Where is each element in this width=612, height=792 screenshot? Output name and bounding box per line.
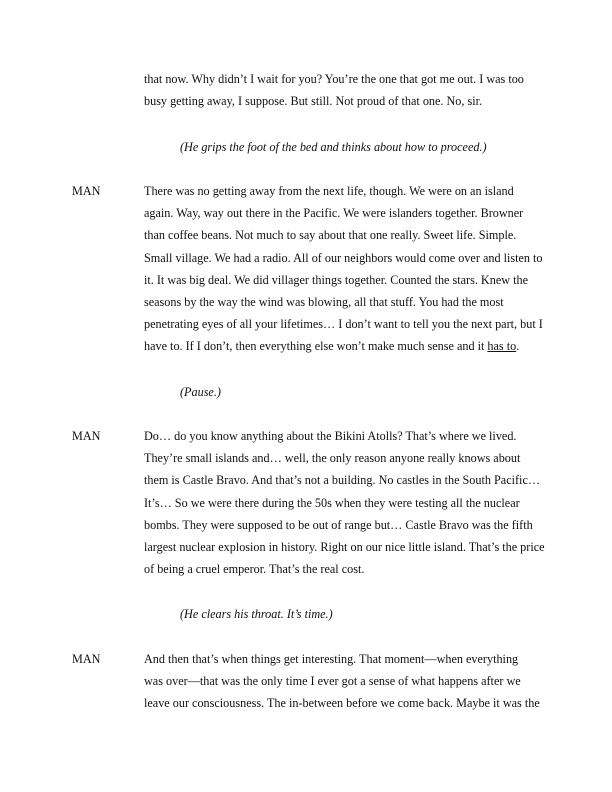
character-name: MAN [72, 184, 101, 198]
dialogue-text: have to. If I don’t, then everything else won’t make much sense and it [144, 339, 488, 354]
dialogue-line: was over—that was the only time I ever got a sense of what happens after we [144, 674, 521, 689]
dialogue-block [144, 425, 544, 580]
dialogue-line: penetrating eyes of all your lifetimes… I don’t want to tell you the next part, but I [144, 317, 543, 332]
dialogue-line: It’s… So we were there during the 50s when they were testing all the nuclear [144, 495, 520, 510]
dialogue-line: Small village. We had a radio. All of our neighbors would come over and listen to [144, 250, 543, 265]
dialogue-line: it. It was big deal. We did villager things together. Counted the stars. Knew the [144, 272, 528, 287]
dialogue-line: largest nuclear explosion in history. Right on our nice little island. That’s the price [144, 540, 545, 555]
dialogue-line: They’re small islands and… well, the only reason anyone really knows about [144, 451, 521, 466]
dialogue-line: than coffee beans. Not much to say about that one really. Sweet life. Simple. [144, 228, 517, 243]
stage-direction: (Pause.) [180, 385, 221, 399]
dialogue-line: busy getting away, I suppose. But still. Not proud of that one. No, sir. [144, 94, 483, 109]
dialogue-block [144, 180, 544, 358]
dialogue-line: of being a cruel emperor. That’s the real cost. [144, 562, 365, 577]
dialogue-line: that now. Why didn’t I wait for you? You’re the one that got me out. I was too [144, 72, 524, 86]
dialogue-line: Do… do you know anything about the Bikini Atolls? That’s where we lived. [144, 429, 517, 443]
character-name: MAN [72, 429, 101, 443]
dialogue-block [144, 648, 544, 715]
dialogue-line: seasons by the way the wind was blowing, all that stuff. You had the most [144, 295, 504, 310]
dialogue-line: bombs. They were supposed to be out of range but… Castle Bravo was the fifth [144, 517, 533, 532]
dialogue-line: There was no getting away from the next life, though. We were on an island [144, 184, 514, 198]
dialogue-line: them is Castle Bravo. And that’s not a building. No castles in the South Pacific… [144, 473, 541, 488]
dialogue-line: And then that’s when things get interesting. That moment—when everything [144, 652, 519, 666]
dialogue-line [144, 335, 544, 357]
dialogue-continuation [144, 68, 544, 112]
stage-direction: (He grips the foot of the bed and thinks about how to proceed.) [180, 140, 487, 154]
dialogue-text: . [516, 339, 520, 354]
character-name: MAN [72, 652, 101, 666]
dialogue-line: leave our consciousness. The in-between before we come back. Maybe it was the [144, 696, 540, 711]
dialogue-line: again. Way, way out there in the Pacific. We were islanders together. Browner [144, 206, 524, 221]
underlined-emphasis: has to [487, 339, 517, 354]
stage-direction: (He clears his throat. It’s time.) [180, 607, 333, 621]
